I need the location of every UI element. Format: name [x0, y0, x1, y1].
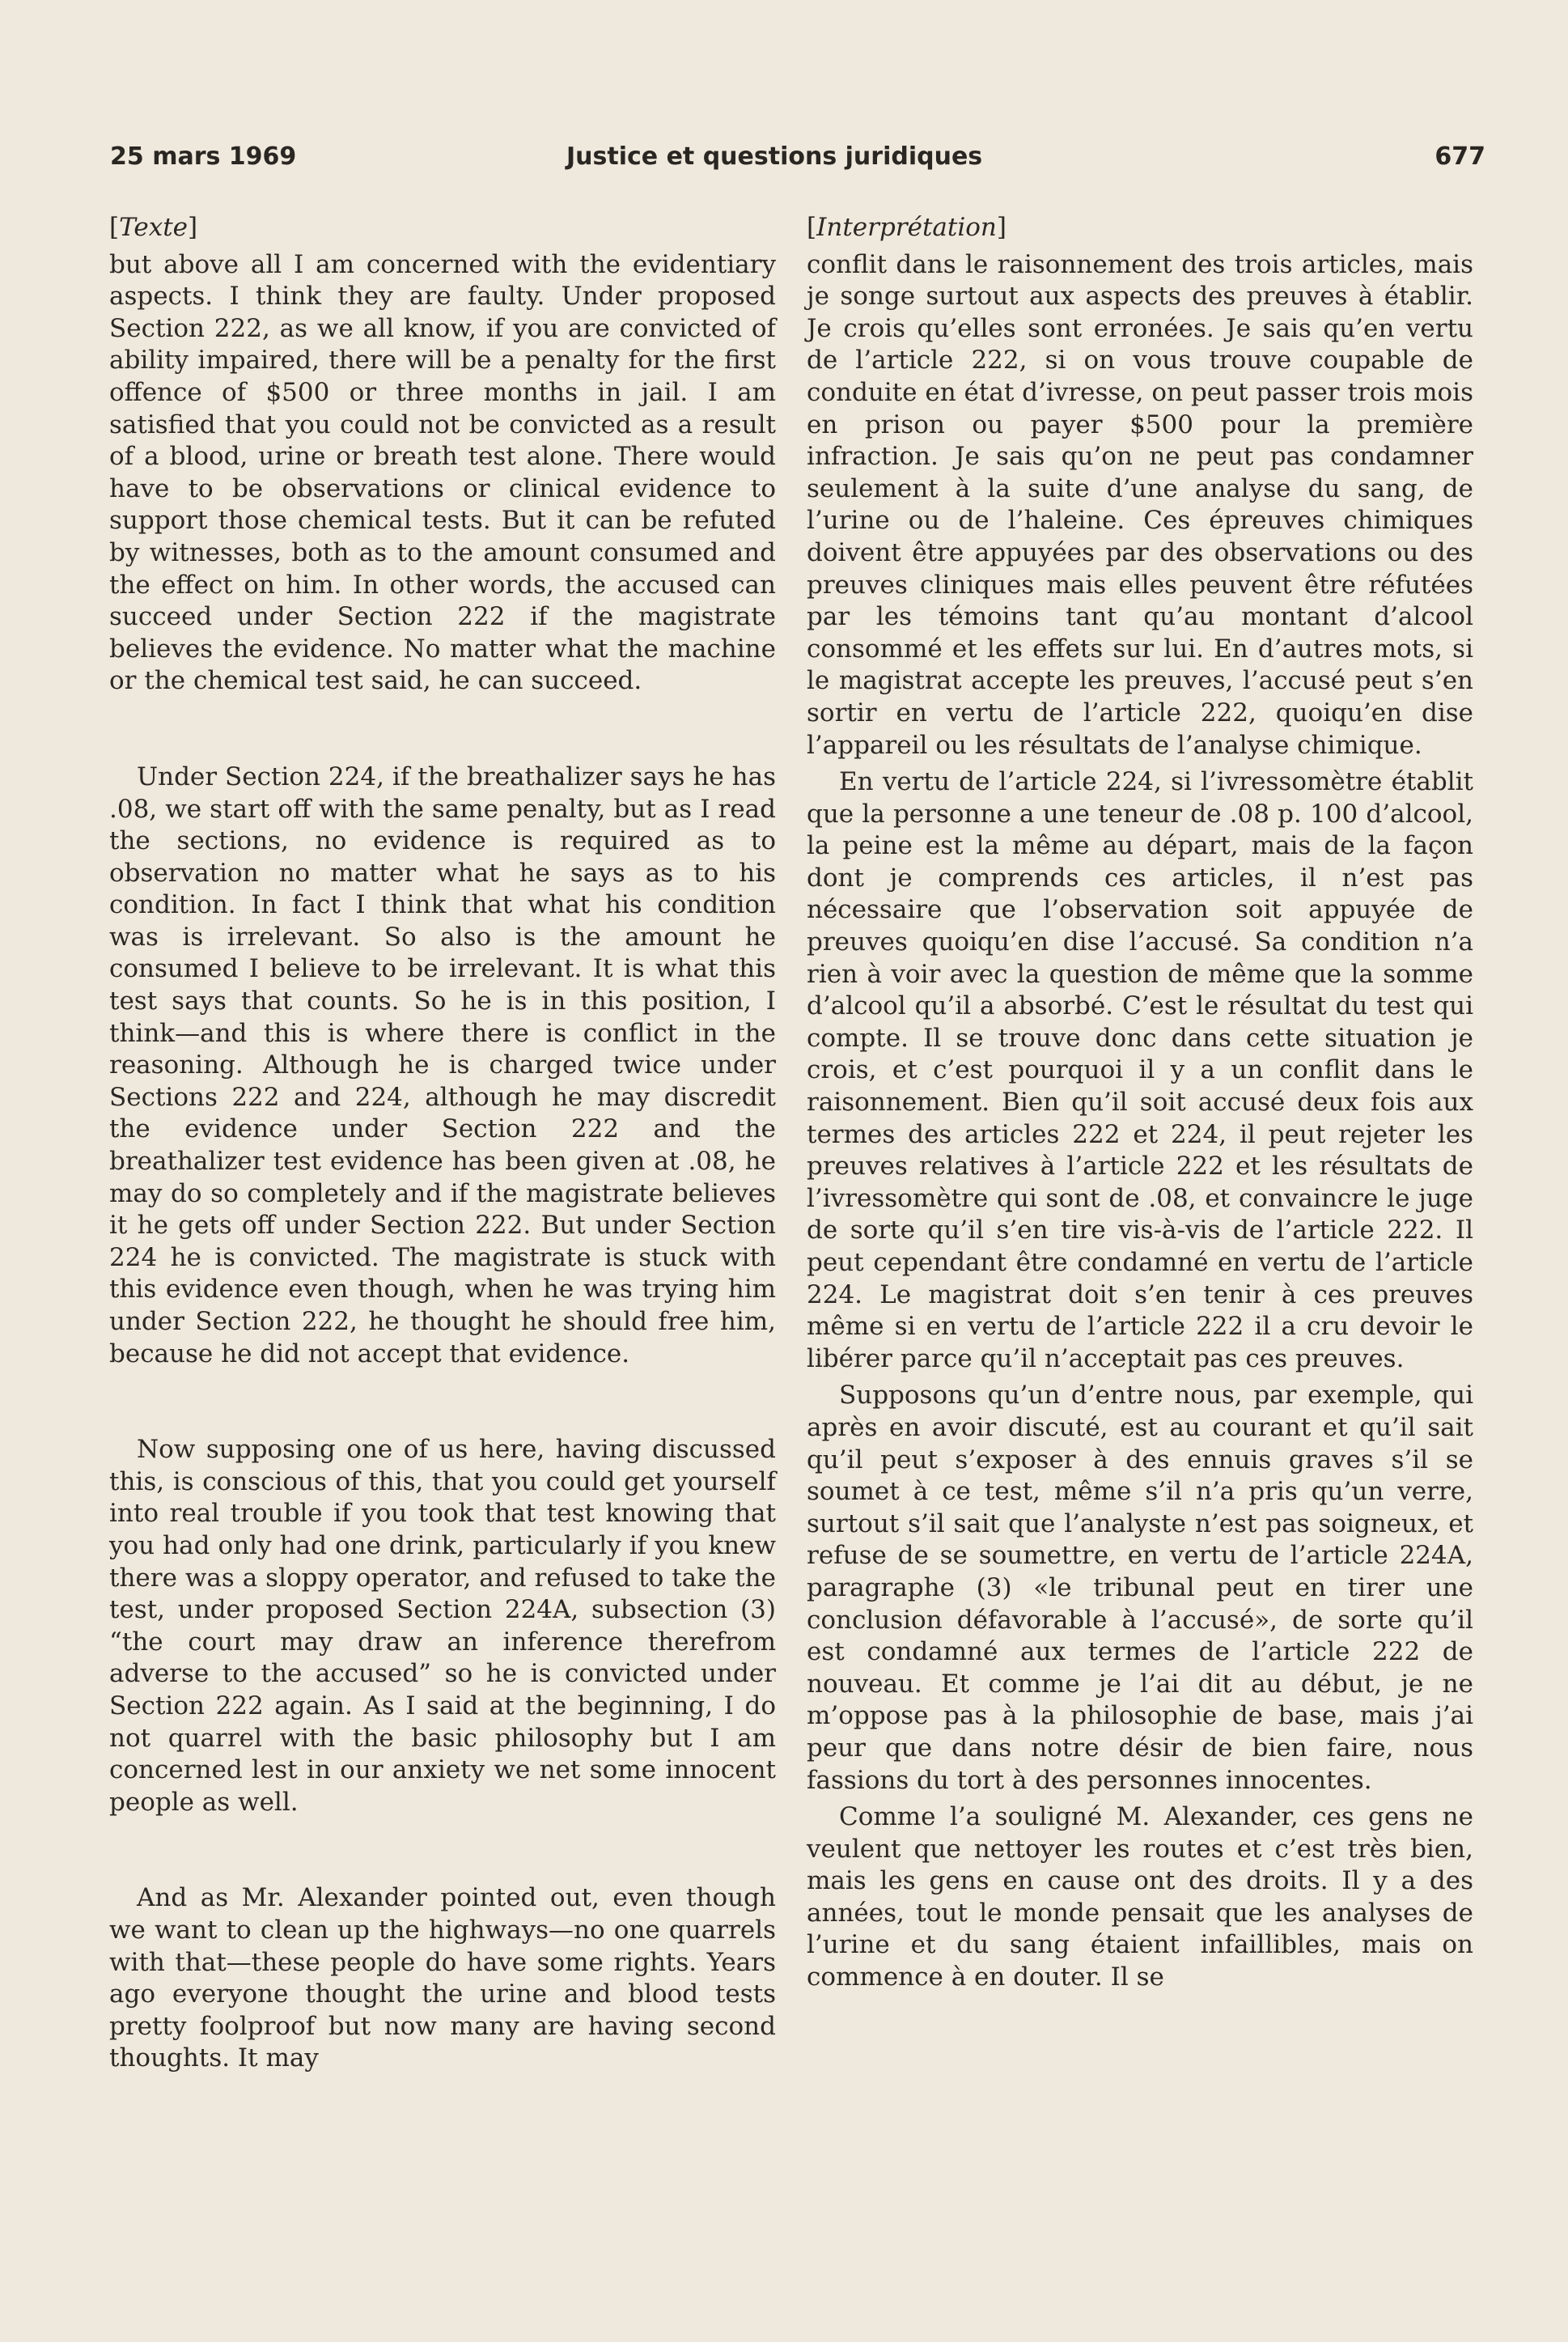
column-label-french: [Interprétation] — [807, 213, 1007, 242]
paragraph: En vertu de l’article 224, si l’ivressomètre établit que la personne a une teneur de .08 p. 100 d’alcool, la peine est la même au départ, mais de la façon dont je comprends ces articles, il n’est pas nécessaire que l’observation soit appuyée de preuves quoiqu’en dise l’accusé. Sa condition n’a rien à voir avec la question de même que la somme d’alcool qu’il a absorbé. C’est le résultat du test qui compte. Il se trouve donc dans cette situation je crois, et c’est pourquoi il y a un conflit dans le raisonnement. Bien qu’il soit accusé deux fois aux termes des articles 222 et 224, il peut rejeter les preuves relatives à l’article 222 et les résultats de l’ivressomètre qui sont de .08, et convaincre le juge de sorte qu’il s’en tire vis-à-vis de l’article 222. Il peut cependant être condamné en vertu de l’article 224. Le magistrat doit s’en tenir à ces preuves même si en vertu de l’article 222 il a cru devoir le libérer parce qu’il n’acceptait pas ces preuves. — [807, 767, 1473, 1373]
paragraph: but above all I am concerned with the evidentiary aspects. I think they are faulty. Under proposed Section 222, as we all know, if you are convicted of ability impaired, there will be a penalty for the first offence of $500 or three months in jail. I am satisfied that you could not be convicted as a result of a blood, urine or breath test alone. There would have to be observations or clinical evidence to support those chemical tests. But it can be refuted by witnesses, both as to the amount consumed and the effect on him. In other words, the accused can succeed under Section 222 if the magistrate believes the evidence. No matter what the machine or the chemical test said, he can succeed. — [109, 249, 776, 696]
header-title: Justice et questions juridiques — [566, 142, 983, 171]
header-date: 25 mars 1969 — [110, 142, 297, 171]
paragraph: And as Mr. Alexander pointed out, even though we want to clean up the highways—no one quarrels with that—these people do have some rights. Years ago everyone thought the urine and blood tests pretty foolproof but now many are having second thoughts. It may — [109, 1883, 776, 2073]
paragraph: Now supposing one of us here, having discussed this, is conscious of this, that you could get yourself into real trouble if you took that test knowing that you had only had one drink, particularly if you knew there was a sloppy operator, and refused to take the test, under proposed Section 224A, subsection (3) “the court may draw an inference therefrom adverse to the accused” so he is convicted under Section 222 again. As I said at the beginning, I do not quarrel with the basic philosophy but I am concerned lest in our anxiety we net some innocent people as well. — [109, 1435, 776, 1817]
english-column — [109, 212, 776, 2075]
paragraph: Supposons qu’un d’entre nous, par exemple, qui après en avoir discuté, est au courant et qu’il sait qu’il peut s’exposer à des ennuis graves s’il se soumet à ce test, même s’il n’a pris qu’un verre, surtout s’il sait que l’analyste n’est pas soigneux, et refuse de se soumettre, en vertu de l’article 224A, paragraphe (3) «le tribunal peut en tirer une conclusion défavorable à l’accusé», de sorte qu’il est condamné aux termes de l’article 222 de nouveau. Et comme je l’ai dit au début, je ne m’oppose pas à la philosophie de base, mais j’ai peur que dans notre désir de bien faire, nous fassions du tort à des personnes innocentes. — [807, 1381, 1473, 1795]
column-label-english: [Texte] — [109, 213, 198, 242]
paragraph: conflit dans le raisonnement des trois articles, mais je songe surtout aux aspects des preuves à établir. Je crois qu’elles sont erronées. Je sais qu’en vertu de l’article 222, si on vous trouve coupable de conduite en état d’ivresse, on peut passer trois mois en prison ou payer $500 pour la première infraction. Je sais qu’on ne peut pas condamner seulement à la suite d’une analyse du sang, de l’urine ou de l’haleine. Ces épreuves chimiques doivent être appuyées par des observations ou des preuves cliniques mais elles peuvent être réfutées par les témoins tant qu’au montant d’alcool consommé et les effets sur lui. En d’autres mots, si le magistrat accepte les preuves, l’accusé peut s’en sortir en vertu de l’article 222, quoiqu’en dise l’appareil ou les résultats de l’analyse chimique. — [807, 249, 1473, 760]
french-column — [807, 212, 1473, 1994]
paragraph: Under Section 224, if the breathalizer says he has .08, we start off with the same penalty, but as I read the sections, no evidence is required as to observation no matter what he says as to his condition. In fact I think that what his condition was is irrelevant. So also is the amount he consumed I believe to be irrelevant. It is what this test says that counts. So he is in this position, I think—and this is where there is conflict in the reasoning. Although he is charged twice under Sections 222 and 224, although he may discredit the evidence under Section 222 and the breathalizer test evidence has been given at .08, he may do so completely and if the magistrate believes it he gets off under Section 222. But under Section 224 he is convicted. The magistrate is stuck with this evidence even though, when he was trying him under Section 222, he thought he should free him, because he did not accept that evidence. — [109, 762, 776, 1368]
page-number: 677 — [1435, 142, 1485, 171]
paragraph: Comme l’a souligné M. Alexander, ces gens ne veulent que nettoyer les routes et c’est très bien, mais les gens en cause ont des droits. Il y a des années, tout le monde pensait que les analyses de l’urine et du sang étaient infaillibles, mais on commence à en douter. Il se — [807, 1802, 1473, 1992]
running-header — [110, 142, 1485, 178]
